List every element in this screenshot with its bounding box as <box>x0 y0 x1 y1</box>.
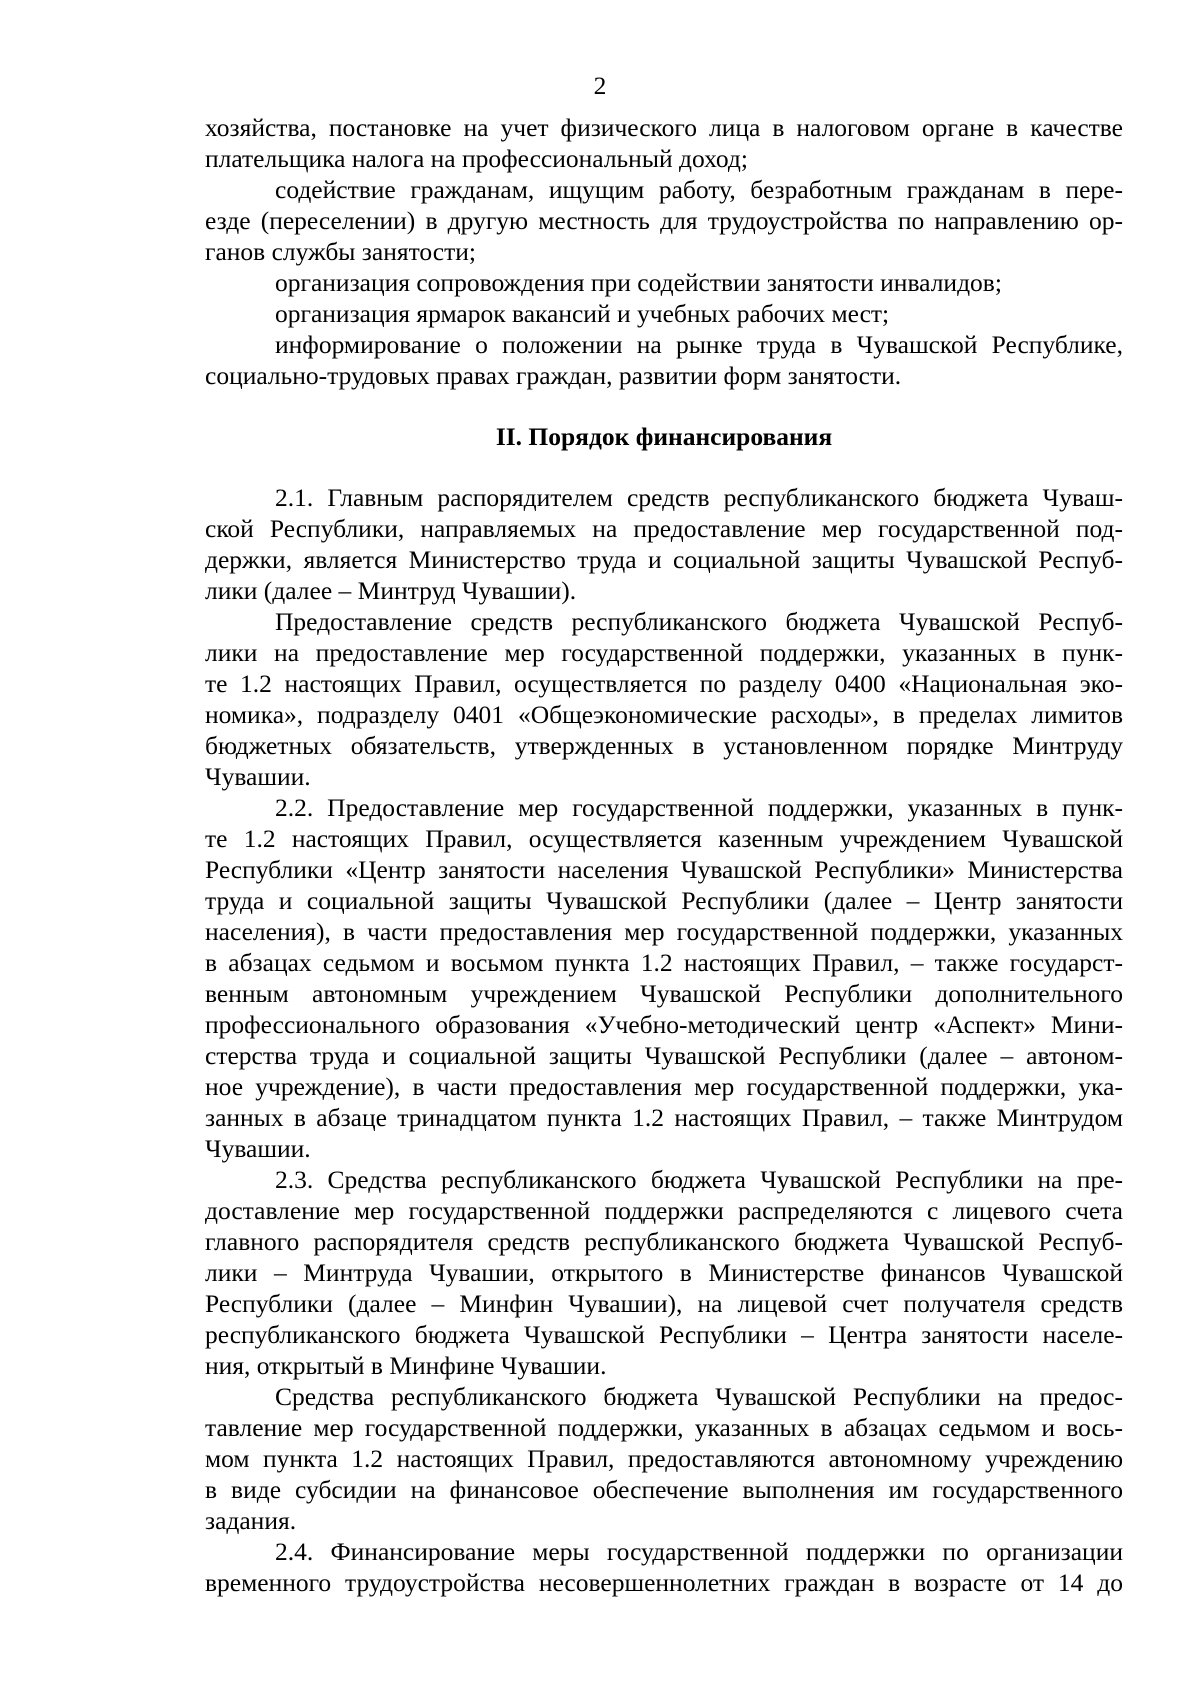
text-line: задания. <box>205 1506 297 1535</box>
text-line: тавление мер государственной поддержки, указанных в абзацах седьмом и вось- <box>205 1413 1123 1442</box>
text-line: содействие гражданам, ищущим работу, безработным гражданам в пере- <box>275 175 1123 204</box>
text-line: в виде субсидии на финансовое обеспечение выполнения им государственного <box>205 1475 1123 1504</box>
text-line: езде (переселении) в другую местность для трудоустройства по направлению ор- <box>205 206 1123 235</box>
text-line: лики – Минтруда Чувашии, открытого в Министерстве финансов Чувашской <box>205 1258 1123 1287</box>
section-heading: II. Порядок финансирования <box>495 422 833 451</box>
text-line: организация ярмарок вакансий и учебных рабочих мест; <box>275 299 890 328</box>
text-line: лики (далее – Минтруд Чувашии). <box>205 576 577 605</box>
text-line: те 1.2 настоящих Правил, осуществляется казенным учреждением Чувашской <box>205 824 1123 853</box>
text-line: информирование о положении на рынке труда в Чувашской Республике, <box>275 330 1123 359</box>
text-line: 2.2. Предоставление мер государственной поддержки, указанных в пунк- <box>275 793 1123 822</box>
text-line: номика», подразделу 0401 «Общеэкономические расходы», в пределах лимитов <box>205 700 1123 729</box>
text-line: 2.1. Главным распорядителем средств республиканского бюджета Чуваш- <box>275 483 1123 512</box>
text-line: труда и социальной защиты Чувашской Республики (далее – Центр занятости <box>205 886 1123 915</box>
text-line: ния, открытый в Минфине Чувашии. <box>205 1351 607 1380</box>
text-line: организация сопровождения при содействии занятости инвалидов; <box>275 268 1002 297</box>
section-paragraphs <box>205 482 1123 1598</box>
text-line: Республики (далее – Минфин Чувашии), на лицевой счет получателя средств <box>205 1289 1123 1318</box>
text-line: 2.3. Средства республиканского бюджета Чувашской Республики на пре- <box>275 1165 1123 1194</box>
text-line: Чувашии. <box>205 762 311 791</box>
text-line: держки, является Министерство труда и социальной защиты Чувашской Респуб- <box>205 545 1123 574</box>
text-line: хозяйства, постановке на учет физического лица в налоговом органе в качестве <box>205 113 1123 142</box>
text-line: те 1.2 настоящих Правил, осуществляется по разделу 0400 «Национальная эко- <box>205 669 1123 698</box>
text-line: ганов службы занятости; <box>205 237 476 266</box>
text-line: 2.4. Финансирование меры государственной поддержки по организации <box>275 1537 1123 1566</box>
text-line: занных в абзаце тринадцатом пункта 1.2 настоящих Правил, – также Минтрудом <box>205 1103 1123 1132</box>
text-line: венным автономным учреждением Чувашской Республики дополнительного <box>205 979 1123 1008</box>
text-line: стерства труда и социальной защиты Чувашской Республики (далее – автоном- <box>205 1041 1123 1070</box>
text-line: населения), в части предоставления мер государственной поддержки, указанных <box>205 917 1123 946</box>
intro-paragraphs <box>205 112 1123 391</box>
text-line: Чувашии. <box>205 1134 311 1163</box>
text-line: профессионального образования «Учебно-методический центр «Аспект» Мини- <box>205 1010 1123 1039</box>
text-line: главного распорядителя средств республиканского бюджета Чувашской Респуб- <box>205 1227 1123 1256</box>
text-line: временного трудоустройства несовершеннолетних граждан в возрасте от 14 до <box>205 1568 1123 1597</box>
text-line: бюджетных обязательств, утвержденных в установленном порядке Минтруду <box>205 731 1123 760</box>
text-line: ской Республики, направляемых на предоставление мер государственной под- <box>205 514 1123 543</box>
text-line: социально-трудовых правах граждан, развитии форм занятости. <box>205 361 902 390</box>
text-line: плательщика налога на профессиональный доход; <box>205 144 748 173</box>
text-line: Предоставление средств республиканского бюджета Чувашской Респуб- <box>275 607 1123 636</box>
text-line: мом пункта 1.2 настоящих Правил, предоставляются автономному учреждению <box>205 1444 1123 1473</box>
text-line: доставление мер государственной поддержки распределяются с лицевого счета <box>205 1196 1123 1225</box>
text-line: Республики «Центр занятости населения Чувашской Республики» Министерства <box>205 855 1123 884</box>
page-number: 2 <box>593 71 607 100</box>
text-line: республиканского бюджета Чувашской Республики – Центра занятости населе- <box>205 1320 1123 1349</box>
document-body <box>205 112 1123 1598</box>
text-line: Средства республиканского бюджета Чувашской Республики на предос- <box>275 1382 1123 1411</box>
text-line: ное учреждение), в части предоставления мер государственной поддержки, ука- <box>205 1072 1123 1101</box>
text-line: в абзацах седьмом и восьмом пункта 1.2 настоящих Правил, – также государст- <box>205 948 1123 977</box>
text-line: лики на предоставление мер государственной поддержки, указанных в пунк- <box>205 638 1123 667</box>
